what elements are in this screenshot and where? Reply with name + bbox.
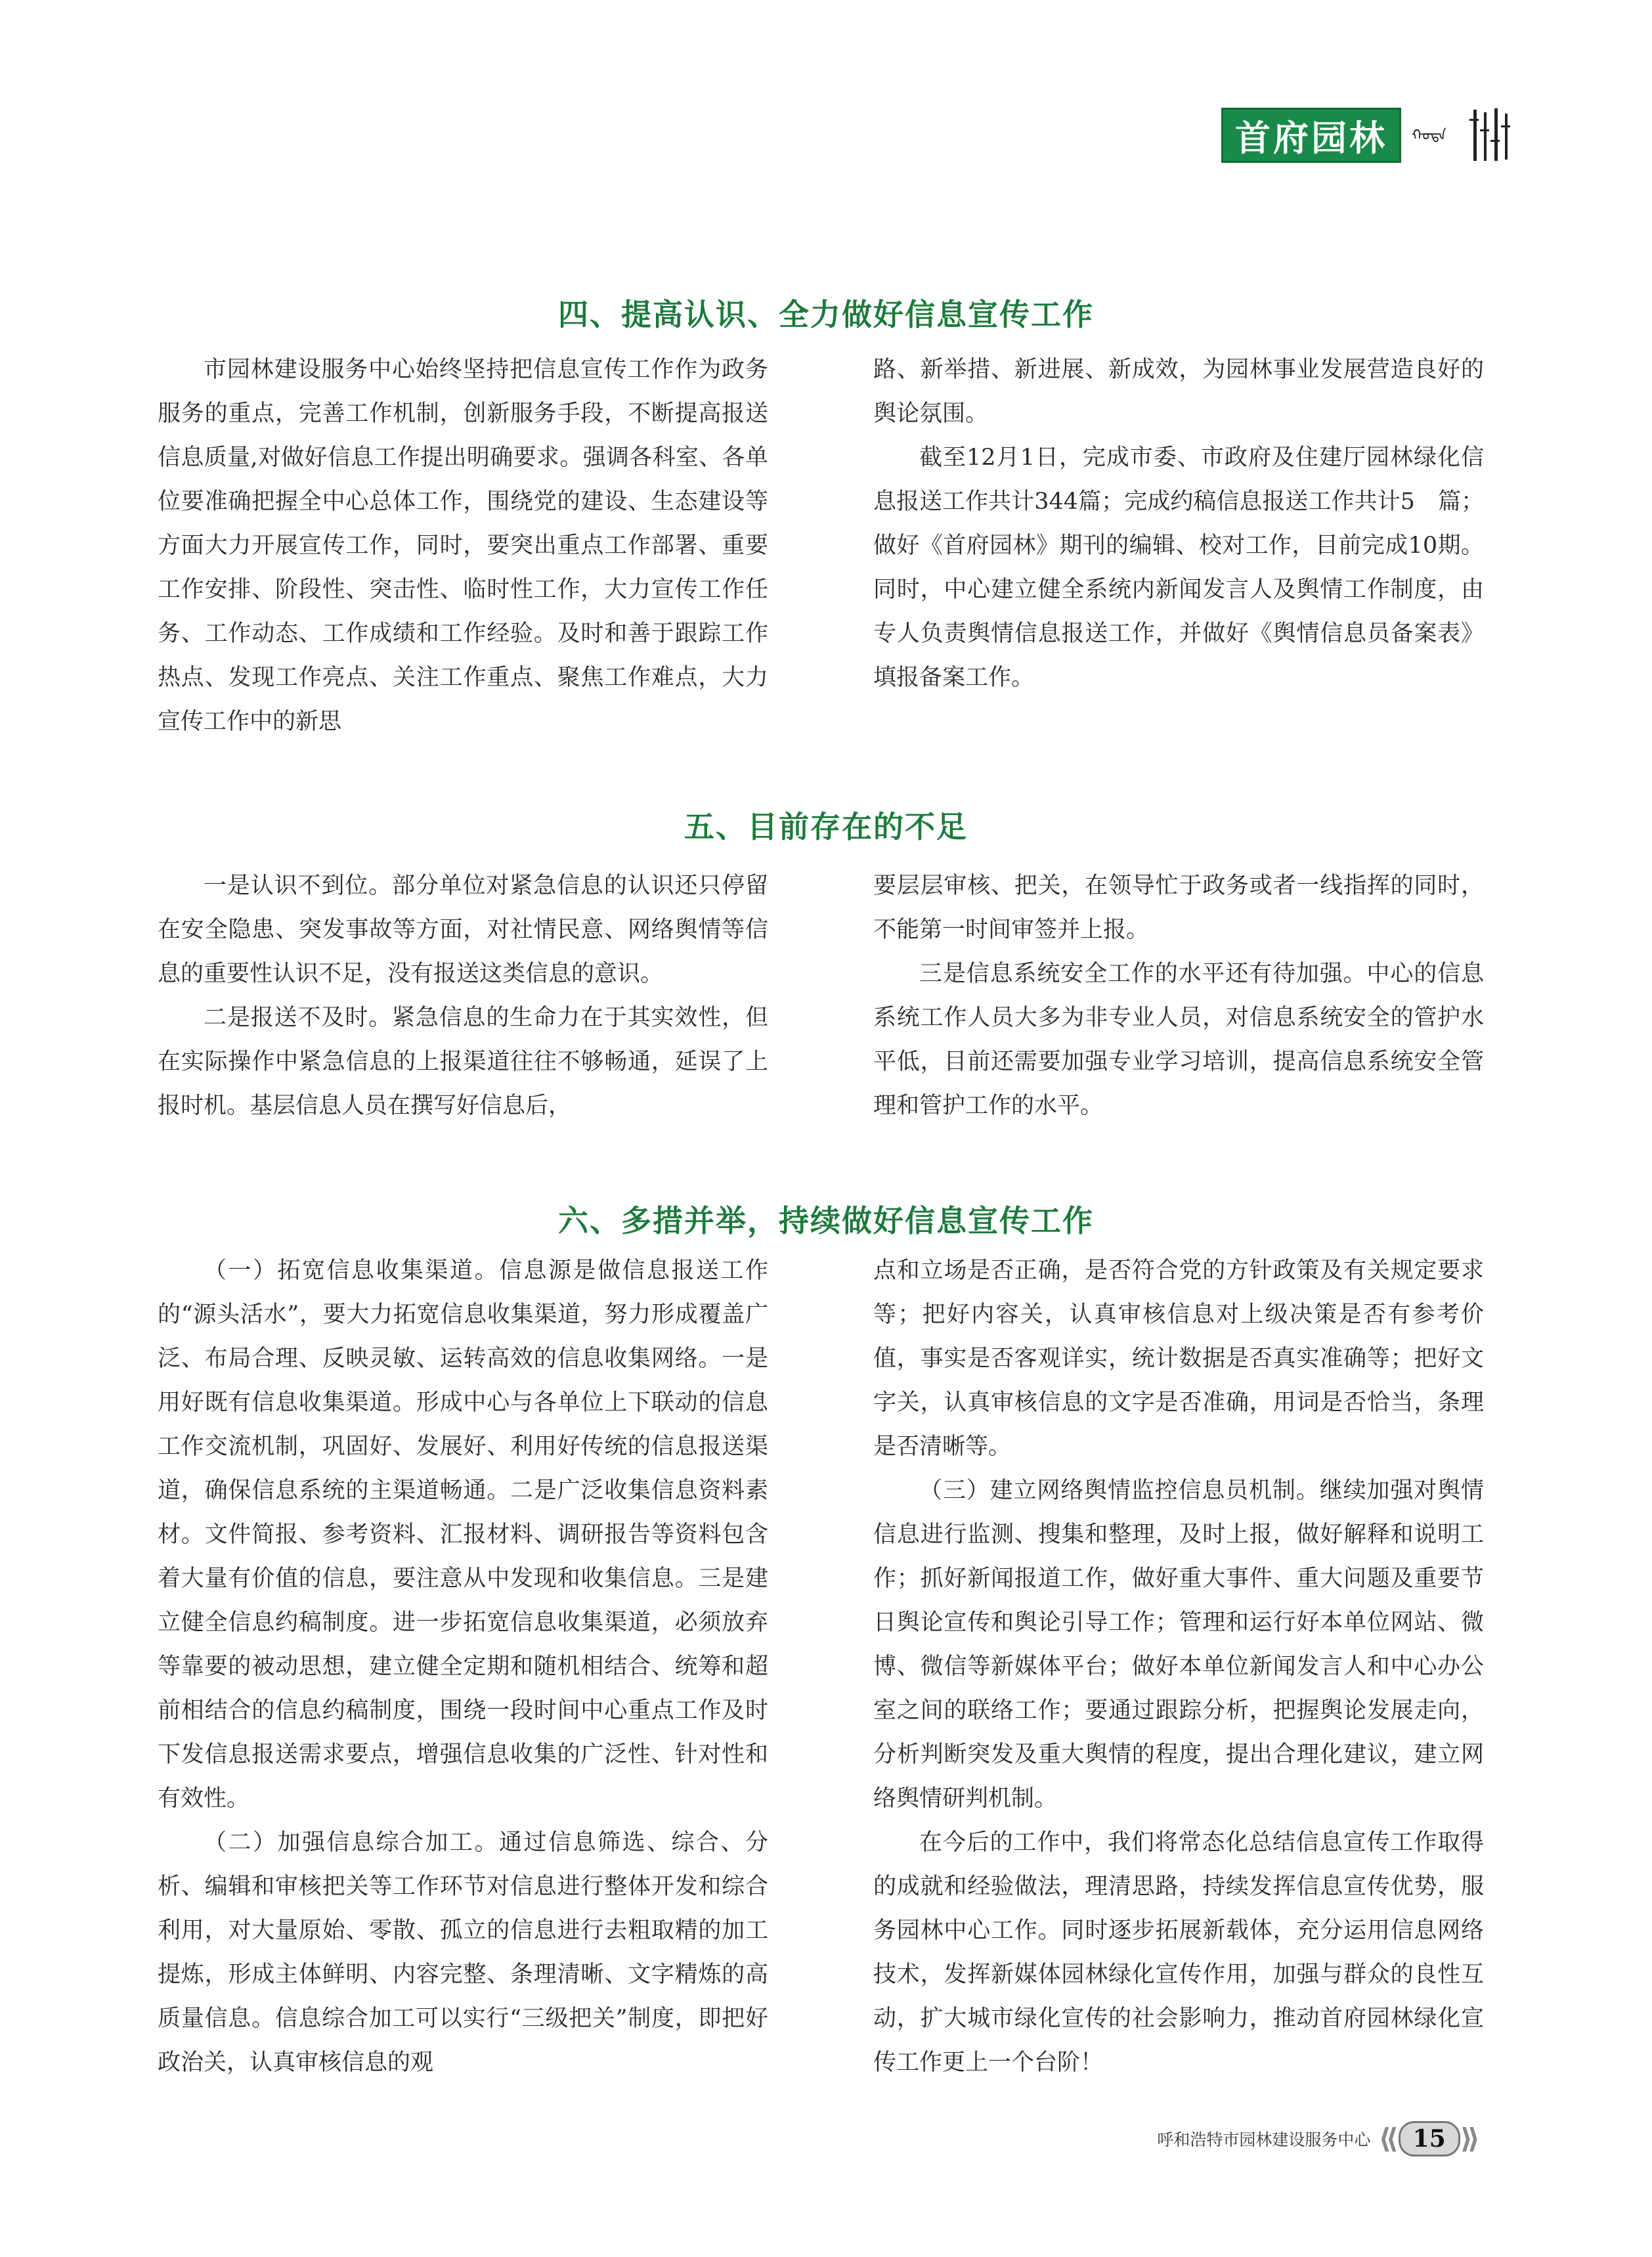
mongolian-script-logo (1410, 106, 1529, 165)
paragraph: （二）加强信息综合加工。通过信息筛选、综合、分析、编辑和审核把关等工作环节对信息进行整体开发和综合利用，对大量原始、零散、孤立的信息进行去粗取精的加工提炼，形成主体鲜明、内容完整、条理清晰、文字精炼的高质量信息。信息综合加工可以实行“三级把关”制度，即把好政治关，认真审核信息的观 (158, 1830, 768, 2076)
paragraph: 二是报送不及时。紧急信息的生命力在于其实效性，但在实际操作中紧急信息的上报渠道往往不够畅通，延误了上报时机。基层信息人员在撰写好信息后， (158, 1005, 768, 1119)
paragraph: 三是信息系统安全工作的水平还有待加强。中心的信息系统工作人员大多为非专业人员，对信息系统安全的管护水平低，目前还需要加强专业学习培训，提高信息系统安全管理和管护工作的水平。 (873, 961, 1484, 1119)
paragraph: 市园林建设服务中心始终坚持把信息宣传工作作为政务服务的重点，完善工作机制，创新服务手段，不断提高报送信息质量,对做好信息工作提出明确要求。强调各科室、各单位要准确把握全中心总体工作，围绕党的建设、生态建设等方面大力开展宣传工作，同时，要突出重点工作部署、重要工作安排、阶段性、突击性、临时性工作，大力宣传工作任务、工作动态、工作成绩和工作经验。及时和善于跟踪工作热点、发现工作亮点、关注工作重点、聚焦工作难点，大力宣传工作中的新思 (158, 357, 768, 735)
svg-text:ᠬᠣᠲᠠ: ᠬᠣᠲᠠ (1412, 127, 1446, 144)
section-5-title: 五、目前存在的不足 (684, 809, 968, 845)
paragraph: 截至12月1日，完成市委、市政府及住建厅园林绿化信息报送工作共计344篇；完成约稿信息报送工作共计5 篇；做好《首府园林》期刊的编辑、校对工作，目前完成10期。同时，中心建立健全系统内新闻发言人及舆情工作制度，由专人负责舆情信息报送工作，并做好《舆情信息员备案表》填报备案工作。 (873, 445, 1484, 691)
paragraph: （一）拓宽信息收集渠道。信息源是做信息报送工作的“源头活水”，要大力拓宽信息收集渠道，努力形成覆盖广泛、布局合理、反映灵敏、运转高效的信息收集网络。一是用好既有信息收集渠道。形成中心与各单位上下联动的信息工作交流机制，巩固好、发展好、利用好传统的信息报送渠道，确保信息系统的主渠道畅通。二是广泛收集信息资料素材。文件简报、参考资料、汇报材料、调研报告等资料包含着大量有价值的信息，要注意从中发现和收集信息。三是建立健全信息约稿制度。进一步拓宽信息收集渠道，必须放弃等靠要的被动思想，建立健全定期和随机相结合、统筹和超前相结合的信息约稿制度，围绕一段时间中心重点工作及时下发信息报送需求要点，增强信息收集的广泛性、针对性和有效性。 (158, 1258, 768, 1812)
footer-organization: 呼和浩特市园林建设服务中心 (1157, 2130, 1371, 2149)
section-6-right-column (873, 1249, 1484, 2085)
paragraph: 一是认识不到位。部分单位对紧急信息的认识还只停留在安全隐患、突发事故等方面，对社情民意、网络舆情等信息的重要性认识不足，没有报送这类信息的意识。 (158, 873, 768, 987)
paragraph: 在今后的工作中，我们将常态化总结信息宣传工作取得的成就和经验做法，理清思路，持续发挥信息宣传优势，服务园林中心工作。同时逐步拓展新载体，充分运用信息网络技术，发挥新媒体园林绿化宣传作用，加强与群众的良性互动，扩大城市绿化宣传的社会影响力，推动首府园林绿化宣传工作更上一个台阶！ (873, 1830, 1484, 2076)
section-5-left-column (158, 864, 768, 1128)
page-footer (1157, 2121, 1480, 2157)
paragraph: 路、新举措、新进展、新成效，为园林事业发展营造良好的舆论氛围。 (873, 357, 1484, 427)
page-number: 15 (1399, 2121, 1460, 2157)
section-4-title: 四、提高认识、全力做好信息宣传工作 (558, 297, 1094, 333)
masthead (1221, 105, 1529, 165)
chevron-left-icon: ⟪ (1378, 2122, 1399, 2155)
magazine-logo: 首府园林 (1221, 108, 1401, 163)
section-6-left-column (158, 1249, 768, 2085)
section-4-right-column (873, 348, 1484, 700)
section-4-left-column (158, 348, 768, 744)
paragraph: （三）建立网络舆情监控信息员机制。继续加强对舆情信息进行监测、搜集和整理，及时上报，做好解释和说明工作；抓好新闻报道工作，做好重大事件、重大问题及重要节日舆论宣传和舆论引导工作；管理和运行好本单位网站、微博、微信等新媒体平台；做好本单位新闻发言人和中心办公室之间的联络工作；要通过跟踪分析，把握舆论发展走向，分析判断突发及重大舆情的程度，提出合理化建议，建立网络舆情研判机制。 (873, 1478, 1484, 1812)
paragraph: 要层层审核、把关，在领导忙于政务或者一线指挥的同时，不能第一时间审签并上报。 (873, 873, 1484, 943)
paragraph: 点和立场是否正确，是否符合党的方针政策及有关规定要求等；把好内容关，认真审核信息对上级决策是否有参考价值，事实是否客观详实，统计数据是否真实准确等；把好文字关，认真审核信息的文字是否准确，用词是否恰当，条理是否清晰等。 (873, 1258, 1484, 1460)
section-5-right-column (873, 864, 1484, 1128)
chevron-right-icon: ⟫ (1460, 2122, 1480, 2155)
section-6-title: 六、多措并举，持续做好信息宣传工作 (558, 1203, 1094, 1239)
